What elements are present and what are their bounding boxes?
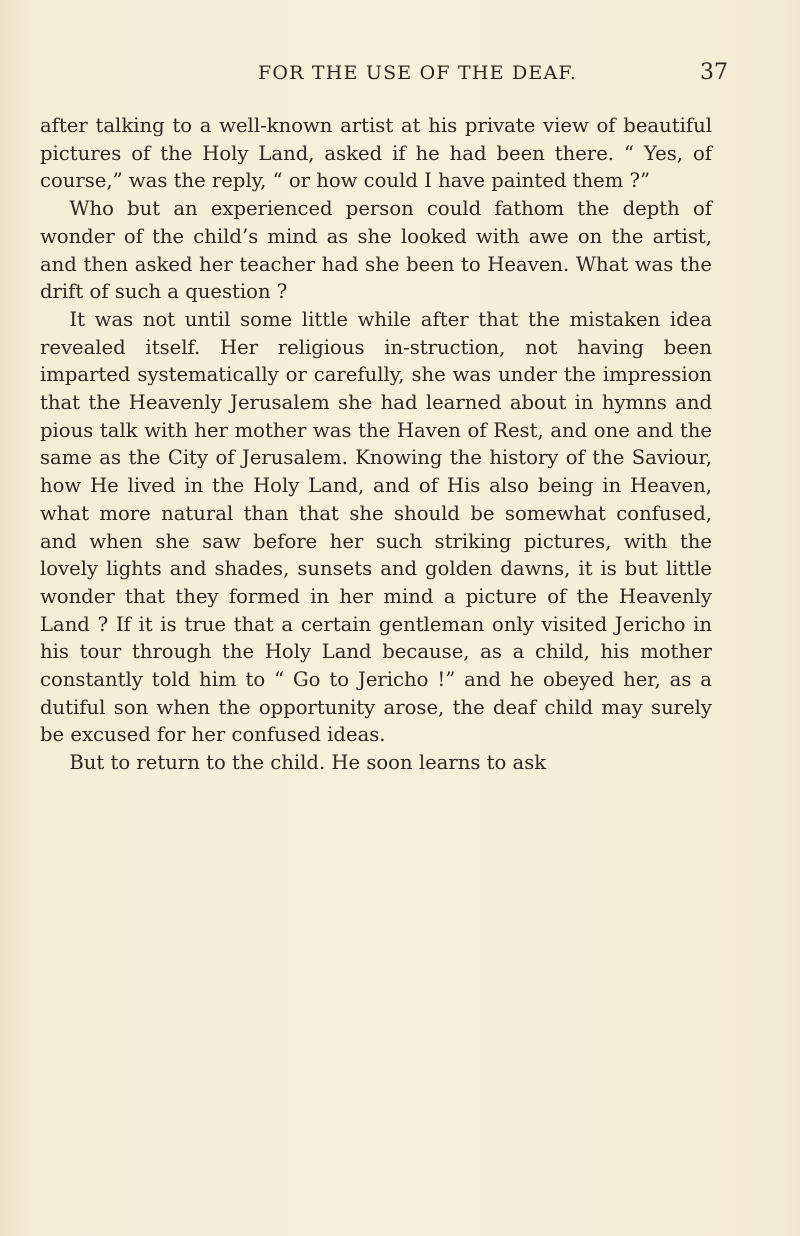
paragraph-4: But to return to the child. He soon learns to ask (69, 751, 547, 775)
paragraph-1: after talking to a well-known artist at his private view of beautiful pictures of the Holy Land, asked if he had been there. “ Yes, of course,” was the reply, “ or how could I have painted them ?” (40, 114, 712, 193)
page-number: 37 (700, 60, 728, 85)
paragraph-3: It was not until some little while after that the mistaken idea revealed itself. Her religious in-struction, not having been imparted systematically or carefully, she was under the impression that the Heavenly Jerusalem she had learned about in hymns and pious talk with her mother was the Haven of Rest, and one and the same as the City of Jerusalem. Knowing the history of the Saviour, how He lived in the Holy Land, and of His also being in Heaven, what more natural than that she should be somewhat confused, and when she saw before her such striking pictures, with the lovely lights and shades, sunsets and golden dawns, it is but little wonder that they formed in her mind a picture of the Heavenly Land ? If it is true that a certain gentleman only visited Jericho in his tour through the Holy Land because, as a child, his mother constantly told him to “ Go to Jericho !” and he obeyed her, as a dutiful son when the opportunity arose, the deaf child may surely be excused for her confused ideas. (40, 307, 712, 747)
paragraph-2: Who but an experienced person could fathom the depth of wonder of the child’s mind as she looked with awe on the artist, and then asked her teacher had she been to Heaven. What was the drift of such a question ? (40, 197, 712, 304)
page-header (258, 62, 728, 92)
running-title: FOR THE USE OF THE DEAF. (258, 62, 578, 84)
body-text (40, 112, 712, 777)
